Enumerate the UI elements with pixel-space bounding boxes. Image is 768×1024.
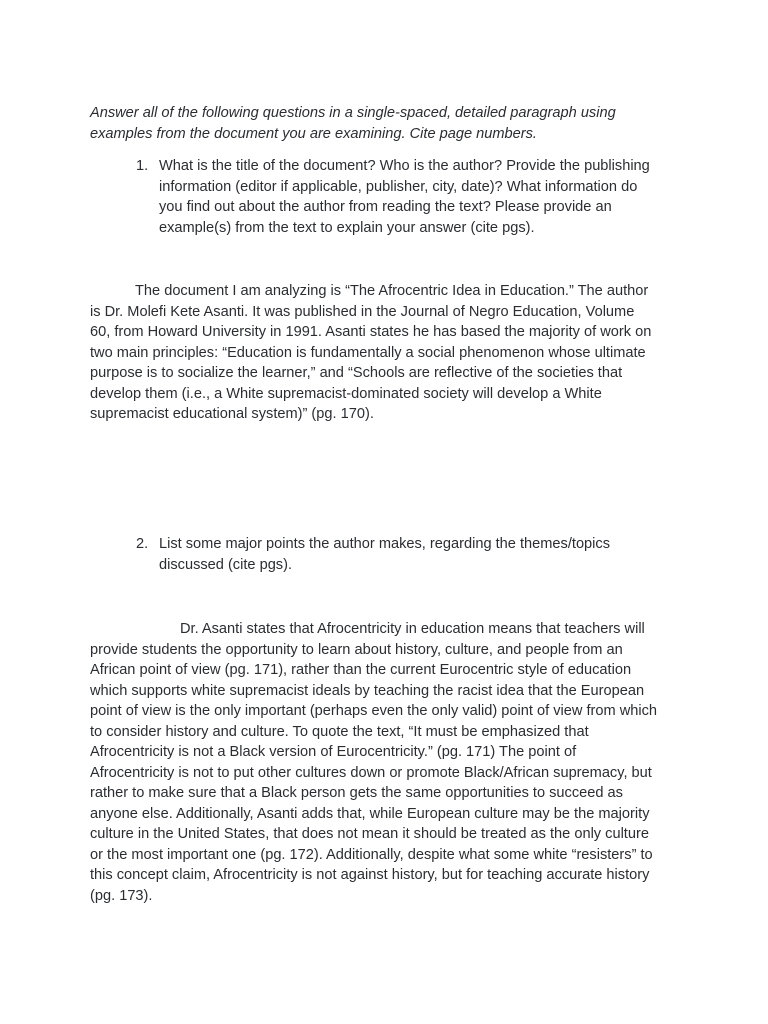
- question-line: discussed (cite pgs).: [159, 556, 293, 573]
- answer-line: point of view is the only important (perhaps even the only valid) point of view from which: [90, 703, 658, 719]
- instructions-line: examples from the document you are examining. Cite page numbers.: [90, 125, 537, 142]
- question-line: example(s) from the text to explain your answer (cite pgs).: [159, 219, 535, 236]
- answer-line: culture in the United States, that does not mean it should be treated as the only culture: [90, 826, 649, 842]
- answer-line: is Dr. Molefi Kete Asanti. It was published in the Journal of Negro Education, Volume: [90, 303, 635, 320]
- answer-line: African point of view (pg. 171), rather than the current Eurocentric style of education: [90, 662, 632, 678]
- question-number: 1.: [136, 158, 149, 174]
- answer-line: anyone else. Additionally, Asanti adds that, while European culture may be the majority: [90, 805, 650, 822]
- answer-line: The document I am analyzing is “The Afrocentric Idea in Education.” The author: [135, 283, 649, 299]
- answer-line: or the most important one (pg. 172). Additionally, despite what some white “resisters” to: [90, 846, 653, 863]
- question-text: [159, 534, 696, 575]
- answer-line: develop them (i.e., a White supremacist-dominated society will develop a White: [90, 385, 602, 402]
- answer-line: which supports white supremacist ideals by teaching the racist idea that the European: [90, 682, 645, 699]
- question-number: 2.: [136, 536, 149, 552]
- instructions-paragraph: [90, 103, 690, 144]
- answer-line: provide students the opportunity to learn about history, culture, and people from an: [90, 641, 623, 658]
- question-line: List some major points the author makes, regarding the themes/topics: [159, 536, 611, 552]
- answer-line: two main principles: “Education is fundamentally a social phenomenon whose ultimate: [90, 344, 646, 361]
- answer-line: Dr. Asanti states that Afrocentricity in education means that teachers will: [180, 621, 645, 637]
- answer-line: purpose is to socialize the learner,” and “Schools are reflective of the societies that: [90, 365, 623, 381]
- question-1: [136, 156, 696, 238]
- question-text: [159, 156, 696, 238]
- answer-line: this concept claim, Afrocentricity is not against history, but for teaching accurate history: [90, 867, 650, 883]
- answer-line: supremacist educational system)” (pg. 170).: [90, 406, 374, 422]
- question-2: [136, 534, 696, 575]
- answer-1-paragraph: [90, 281, 690, 425]
- instructions-line: Answer all of the following questions in a single-spaced, detailed paragraph using: [90, 105, 616, 121]
- answer-line: 60, from Howard University in 1991. Asanti states he has based the majority of work on: [90, 324, 652, 340]
- question-line: information (editor if applicable, publisher, city, date)? What information do: [159, 178, 638, 195]
- answer-line: to consider history and culture. To quote the text, “It must be emphasized that: [90, 723, 589, 740]
- answer-line: rather to make sure that a Black person gets the same opportunities to succeed as: [90, 785, 623, 801]
- answer-2-paragraph: [90, 619, 690, 906]
- question-line: you find out about the author from reading the text? Please provide an: [159, 199, 612, 215]
- question-line: What is the title of the document? Who is the author? Provide the publishing: [159, 158, 650, 174]
- answer-line: Afrocentricity is not a Black version of Eurocentricity.” (pg. 171) The point of: [90, 744, 577, 760]
- answer-line: Afrocentricity is not to put other cultures down or promote Black/African supremacy, but: [90, 764, 652, 781]
- answer-line: (pg. 173).: [90, 887, 153, 904]
